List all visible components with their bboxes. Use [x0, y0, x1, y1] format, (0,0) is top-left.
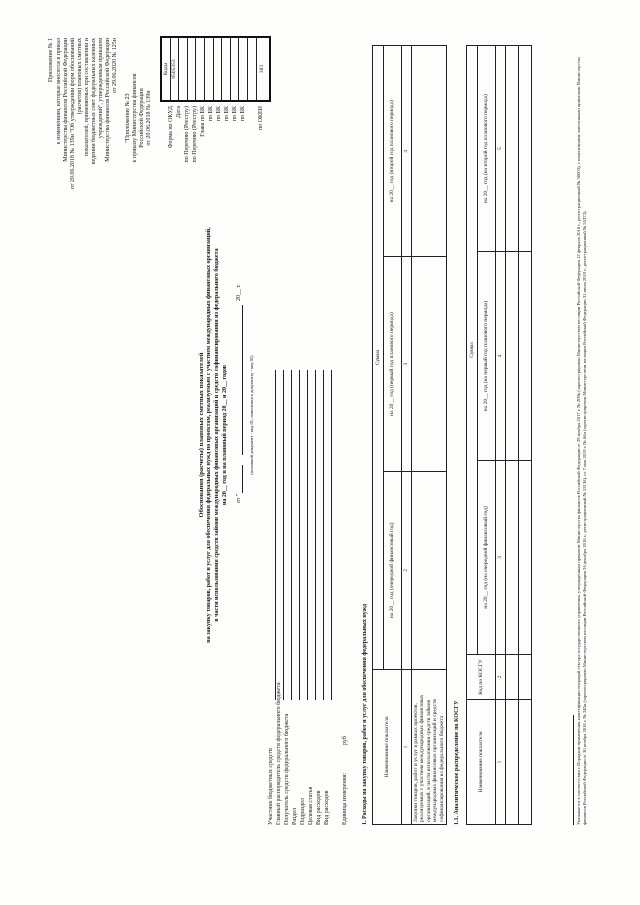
label-bk-2: по БК — [216, 106, 222, 122]
codes-cell — [213, 37, 222, 101]
date-prefix: от " — [236, 493, 242, 503]
field-razdel: Раздел — [292, 808, 298, 825]
appendix-title: Приложение № 1 — [48, 38, 54, 82]
codes-cell — [196, 37, 205, 101]
date-month-blank — [242, 305, 243, 455]
section-1-title: 1. Расходы на закупку товаров, работ и услуг для обеспечения федеральных нужд — [362, 603, 368, 825]
s1-colnum-1: 1 — [402, 670, 412, 825]
field-statya: Целевая статья — [308, 786, 314, 825]
codes-header: Коды — [161, 37, 170, 101]
codes-cell — [222, 37, 231, 101]
s1-header-sum: Сумма — [373, 46, 384, 670]
s1-header-name: Наименование показателя — [373, 670, 402, 825]
s1-cell — [411, 46, 447, 257]
label-glava: Глава по БК — [200, 106, 206, 137]
s11-cell — [518, 252, 531, 461]
s1-header-year-3: на 20__ год (второй год планового периода) — [384, 46, 402, 257]
s11-cell — [505, 46, 518, 252]
footnote-rule — [573, 715, 574, 825]
s11-cell — [505, 460, 518, 654]
field-participant: Участник бюджетных средств — [268, 748, 274, 825]
s11-header-kosgu: Код по КОСГУ — [467, 655, 496, 700]
s11-colnum-4: 4 — [496, 252, 506, 461]
annex-line-1: к приказу Министерства финансов — [132, 73, 138, 163]
codes-okei-value: 383 — [256, 37, 270, 101]
s1-row-text: Закупки товаров, работ и услуг в рамках проектов, реализуемых с участием международных финансовых организаций, в части использования средств займов международных финансовых организаций и средств софинансирования из федерального бюджета — [411, 670, 447, 825]
s11-colnum-1: 1 — [496, 700, 506, 825]
form-subtitle-1: на закупку товаров, работ и услуг для обеспечения федеральных нужд по проектам, реализуемым с участием международных финансовых организаций, — [206, 227, 212, 643]
field-line — [283, 370, 284, 700]
s11-colnum-5: 5 — [496, 46, 506, 252]
section-11-table — [466, 45, 532, 825]
annex-line-3: от 20.06.2018 № 139н — [146, 90, 152, 146]
codes-cell — [247, 37, 256, 101]
s11-header-year-1: на 20__ год (на очередной финансовый год) — [478, 460, 496, 654]
unit-value: руб — [342, 736, 348, 745]
s11-cell — [518, 460, 531, 654]
form-subtitle-3: на 20__ год и на плановый период 20__ и 20__ годов — [222, 364, 228, 506]
s11-colnum-3: 3 — [496, 460, 506, 654]
field-poluchatel: Получатель средств федерального бюджета — [284, 713, 290, 825]
field-line — [291, 370, 292, 700]
s11-header-year-2: на 20__ год (на первый год планового периода) — [478, 252, 496, 461]
s11-cell — [518, 700, 531, 825]
label-bk-3: по БК — [224, 106, 230, 122]
field-line — [307, 370, 308, 700]
date-year: 20__ г. — [236, 284, 242, 301]
codes-okud-value: 0505353 — [170, 37, 179, 101]
section-1-table — [372, 45, 447, 825]
field-line — [275, 370, 276, 700]
s11-cell — [505, 700, 518, 825]
field-vid-rashodov: Вид расходов — [316, 790, 322, 825]
appendix-line-9: от 29.06.2020 № 125н — [112, 38, 118, 93]
appendix-line-1: к изменениям, которые вносятся в приказ — [56, 38, 62, 145]
label-date: Дата — [176, 106, 182, 118]
codes-table — [160, 36, 271, 102]
date-note: (основной документ - код 01; изменения к документу - код 02) — [249, 355, 254, 475]
annex-line-2: Российской Федерации — [139, 88, 145, 148]
label-okei: по ОКЕИ — [258, 106, 264, 131]
appendix-line-6: ведении бюджетных смет федеральных казенных — [91, 38, 97, 165]
unit-label: Единица измерения: — [342, 772, 348, 825]
s1-header-year-2: на 20__ год (первый год планового периода) — [384, 257, 402, 471]
s11-colnum-2: 2 — [496, 655, 506, 700]
label-reestr-2: по Перечню (Реестру) — [192, 106, 198, 163]
s1-colnum-3: 3 — [402, 257, 412, 471]
field-vid-2: Вид расходов — [324, 790, 330, 825]
appendix-line-5: показателей, применяемых при составлении и — [84, 38, 90, 157]
appendix-line-8: Министерства финансов Российской Федерации — [105, 38, 111, 162]
codes-cell — [179, 37, 188, 101]
annex-number: "Приложение № 23 — [125, 93, 131, 143]
footnote-text: Указывается в соответствии с Порядком применения классификации операций сектора государственного управления, утвержденным приказом Министерства финансов Российской Федерации от 29 ноября 2017 г. № 209н (зарегистрирован Министерством юстиции Российской Федерации 12 февраля 2018 г., регистрационный № 50003), с изменениями, внесенными приказами Министерства финансов Российской Федерации от 30 ноября 2018 г. № 245н (зарегистрирован Министерством юстиции Российской Федерации 26 декабря 2018 г., регистрационный № 53136), от 7 мая 2019 г. № 66н (зарегистрирован Министерством юстиции Российской Федерации 31 июля 2019 г., регистрационный № 55372). — [576, 57, 587, 825]
form-title: Обоснования (расчеты) плановых сметных показателей — [198, 352, 205, 518]
date-day-blank — [242, 465, 243, 493]
s1-cell — [411, 257, 447, 471]
field-line — [299, 370, 300, 700]
codes-cell — [239, 37, 248, 101]
field-line — [331, 370, 332, 700]
label-okud: Форма по ОКУД — [168, 106, 174, 149]
s11-header-sum: Сумма — [467, 46, 478, 655]
s1-header-year-1: на 20__ год (очередной финансовый год) — [384, 471, 402, 669]
s11-cell — [505, 655, 518, 700]
field-glavny: Главный распорядитель средств федерального бюджета — [276, 682, 282, 825]
label-bk-4: по БК — [232, 106, 238, 122]
codes-cell — [187, 37, 196, 101]
s11-cell — [518, 46, 531, 252]
section-11-title: 1.1. Аналитическое распределение по КОСГУ — [454, 700, 460, 825]
field-podrazdel: Подраздел — [300, 798, 306, 825]
s1-colnum-2: 2 — [402, 471, 412, 669]
label-bk-5: по БК — [240, 106, 246, 122]
appendix-line-3: от 20.06.2018 № 139н "Об утверждении форм обоснований — [70, 38, 76, 190]
field-line — [315, 370, 316, 700]
label-reestr-1: по Перечню (Реестру) — [184, 106, 190, 163]
appendix-line-2: Министерства финансов Российской Федерации — [63, 38, 69, 162]
s11-cell — [505, 252, 518, 461]
field-line — [323, 370, 324, 700]
codes-cell — [204, 37, 213, 101]
form-subtitle-2: в части использования средств займов международных финансовых организаций и средств софинансирования из федерального бюджета — [214, 248, 220, 622]
appendix-line-7: учреждений", утвержденным приказом — [98, 38, 104, 139]
s11-cell — [518, 655, 531, 700]
codes-cell — [230, 37, 239, 101]
appendix-line-4: (расчетов) плановых сметных — [77, 38, 83, 115]
s11-header-name: Наименование показателя — [467, 700, 496, 825]
s1-cell — [411, 471, 447, 669]
label-bk-1: по БК — [208, 106, 214, 122]
s11-header-year-3: на 20__ год (на второй год планового периода) — [478, 46, 496, 252]
s1-colnum-4: 4 — [402, 46, 412, 257]
